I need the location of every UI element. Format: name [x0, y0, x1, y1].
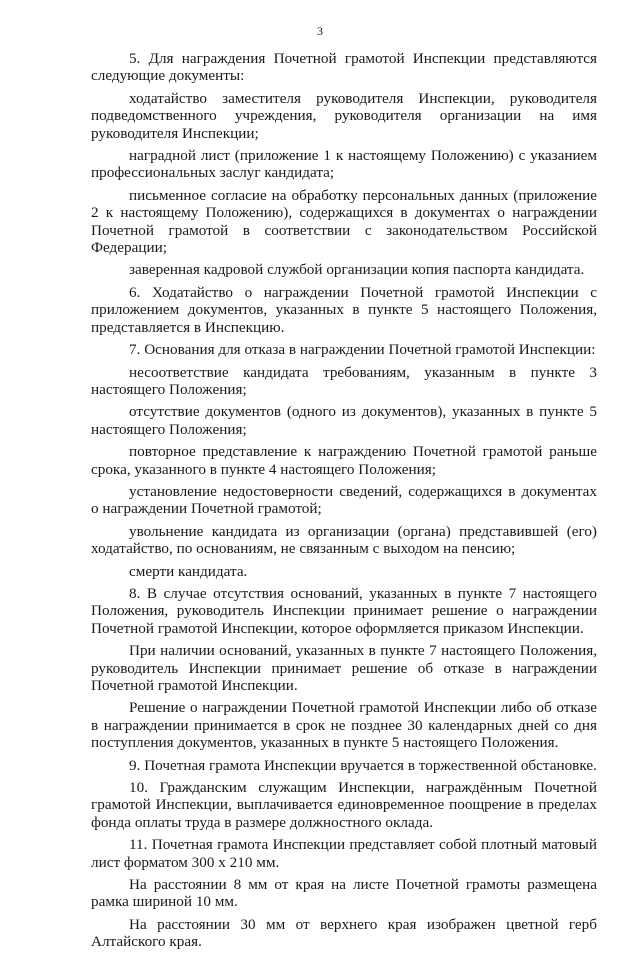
paragraph-decision-deadline: Решение о награждении Почетной грамотой Инспекции либо об отказе в награждении принимается в срок не позднее 30 календарных дней со дня поступления документов, указанных в пункте 5 настоящего Положения. — [91, 699, 597, 752]
paragraph-item-9: 9. Почетная грамота Инспекции вручается в торжественной обстановке. — [129, 756, 597, 774]
paragraph-document-passport: заверенная кадровой службой организации копия паспорта кандидата. — [129, 261, 585, 279]
paragraph-refusal-missing-documents: отсутствие документов (одного из документов), указанных в пункте 5 настоящего Положения; — [91, 403, 597, 438]
paragraph-refusal-false-info: установление недостоверности сведений, содержащихся в документах о награждении Почетной грамотой; — [91, 482, 597, 518]
paragraph-refusal-decision: При наличии оснований, указанных в пункте 7 настоящего Положения, руководитель Инспекции принимает решение об отказе в награждении Почетной грамотой Инспекции. — [91, 642, 597, 694]
paragraph-frame: На расстоянии 8 мм от края на листе Почетной грамоты размещена рамка шириной 10 мм. — [91, 876, 597, 911]
paragraph-item-6: 6. Ходатайство о награждении Почетной грамотой Инспекции с приложением документов, указанных в пункте 5 настоящего Положения, представляется в Инспекцию. — [91, 283, 597, 336]
paragraph-document-petition: ходатайство заместителя руководителя Инспекции, руководителя подведомственного учреждения, руководителя организации на имя руководителя Инспекции; — [91, 89, 597, 142]
paragraph-coat-of-arms: На расстоянии 30 мм от верхнего края изображен цветной герб Алтайского края. — [91, 915, 597, 951]
paragraph-refusal-nonconformity: несоответствие кандидата требованиям, указанным в пункте 3 настоящего Положения; — [91, 363, 597, 398]
paragraph-item-11: 11. Почетная грамота Инспекции представляет собой плотный матовый лист форматом 300 х 210 мм. — [91, 836, 597, 871]
document-body — [91, 50, 597, 956]
paragraph-item-7: 7. Основания для отказа в награждении Почетной грамотой Инспекции: — [129, 341, 596, 359]
paragraph-document-consent: письменное согласие на обработку персональных данных (приложение 2 к настоящему Положению), содержащихся в документах о награждении Почетной грамотой в соответствии с законодательством Российской Федерации; — [91, 186, 597, 257]
paragraph-item-10: 10. Гражданским служащим Инспекции, награждённым Почетной грамотой Инспекции, выплачивается единовременное поощрение в пределах фонда оплаты труда в размере должностного оклада. — [91, 779, 597, 831]
paragraph-document-award-sheet: наградной лист (приложение 1 к настоящему Положению) с указанием профессиональных заслуг кандидата; — [91, 147, 597, 182]
paragraph-item-8: 8. В случае отсутствия оснований, указанных в пункте 7 настоящего Положения, руководитель Инспекции принимает решение о награждении Почетной грамотой Инспекции, которое оформляется приказом Инспекции. — [91, 584, 597, 637]
paragraph-refusal-repeat: повторное представление к награждению Почетной грамотой раньше срока, указанного в пункте 4 настоящего Положения; — [91, 443, 597, 478]
paragraph-refusal-dismissal: увольнение кандидата из организации (органа) представившей (его) ходатайство, по основаниям, не связанным с выходом на пенсию; — [91, 522, 597, 558]
paragraph-item-5: 5. Для награждения Почетной грамотой Инспекции представляются следующие документы: — [91, 50, 597, 85]
paragraph-refusal-death: смерти кандидата. — [129, 562, 248, 580]
page-number: 3 — [317, 24, 323, 38]
